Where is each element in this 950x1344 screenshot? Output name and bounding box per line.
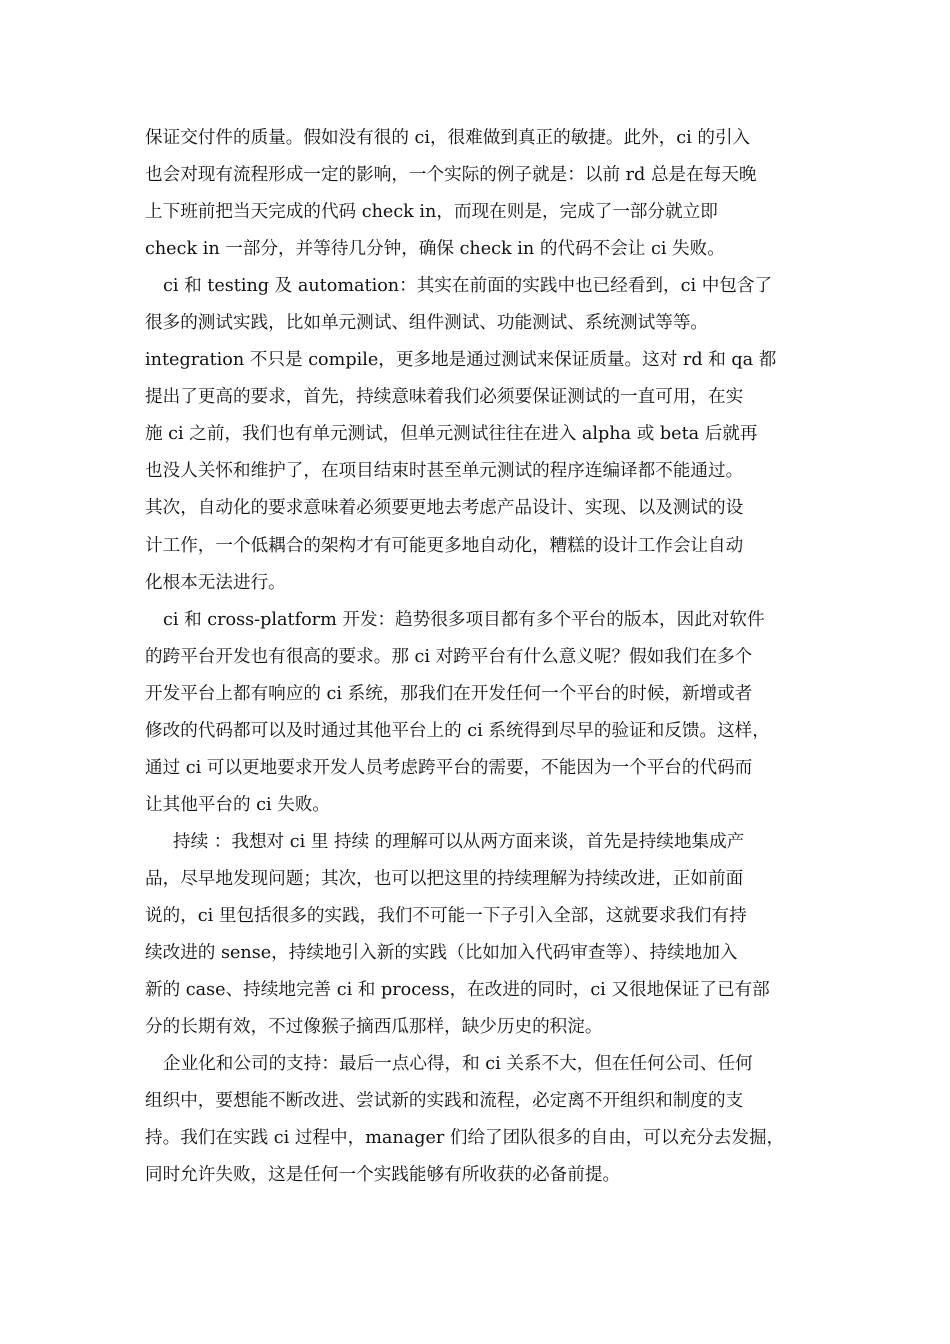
text-line: 也会对现有流程形成一定的影响，一个实际的例子就是：以前 rd 总是在每天晚 bbox=[145, 165, 757, 186]
text-line: 施 ci 之前，我们也有单元测试，但单元测试往往在进入 alpha 或 beta 后就再 bbox=[145, 424, 758, 445]
text-line: 保证交付件的质量。假如没有很的 ci，很难做到真正的敏捷。此外，ci 的引入 bbox=[145, 128, 751, 148]
paragraph-start-line: ci 和 cross-platform 开发：趋势很多项目都有多个平台的版本，因此对软件 bbox=[163, 609, 765, 630]
text-line: 很多的测试实践，比如单元测试、组件测试、功能测试、系统测试等等。 bbox=[145, 313, 709, 334]
text-line: 新的 case、持续地完善 ci 和 process，在改进的同时，ci 又很地保证了已有部 bbox=[145, 980, 770, 1001]
text-line: 其次，自动化的要求意味着必须要更地去考虑产品设计、实现、以及测试的设 bbox=[145, 498, 744, 519]
text-line: 让其他平台的 ci 失败。 bbox=[145, 794, 331, 815]
paragraph-start-line: ci 和 testing 及 automation：其实在前面的实践中也已经看到，ci 中包含了 bbox=[163, 276, 773, 297]
text-line: check in 一部分，并等待几分钟，确保 check in 的代码不会让 ci 失败。 bbox=[145, 239, 725, 260]
text-line: 上下班前把当天完成的代码 check in，而现在则是，完成了一部分就立即 bbox=[145, 202, 718, 223]
text-line: 化根本无法进行。 bbox=[145, 572, 286, 593]
text-line: 分的长期有效，不过像猴子摘西瓜那样，缺少历史的积淀。 bbox=[145, 1017, 603, 1038]
text-line: 修改的代码都可以及时通过其他平台上的 ci 系统得到尽早的验证和反馈。这样， bbox=[145, 720, 770, 741]
text-line: 说的，ci 里包括很多的实践，我们不可能一下子引入全部，这就要求我们有持 bbox=[145, 905, 747, 926]
text-line: 组织中，要想能不断改进、尝试新的实践和流程，必定离不开组织和制度的支 bbox=[145, 1091, 744, 1112]
body-text bbox=[145, 120, 825, 1194]
text-line: 同时允许失败，这是任何一个实践能够有所收获的必备前提。 bbox=[145, 1165, 621, 1186]
text-line: 提出了更高的要求，首先，持续意味着我们必须要保证测试的一直可用，在实 bbox=[145, 387, 744, 408]
text-line: 计工作，一个低耦合的架构才有可能更多地自动化，糟糕的设计工作会让自动 bbox=[145, 535, 744, 556]
text-line: integration 不只是 compile，更多地是通过测试来保证质量。这对 rd 和 qa 都 bbox=[145, 350, 777, 371]
text-line: 通过 ci 可以更地要求开发人员考虑跨平台的需要，不能因为一个平台的代码而 bbox=[145, 757, 753, 778]
text-line: 品，尽早地发现问题；其次，也可以把这里的持续理解为持续改进，正如前面 bbox=[145, 868, 744, 889]
paragraph-start-line: 持续 ：我想对 ci 里 持续 的理解可以从两方面来谈，首先是持续地集成产 bbox=[173, 831, 745, 852]
text-line: 续改进的 sense，持续地引入新的实践（比如加入代码审查等）、持续地加入 bbox=[145, 943, 738, 964]
paragraph-start-line: 企业化和公司的支持：最后一点心得，和 ci 关系不大，但在任何公司、任何 bbox=[163, 1054, 753, 1075]
text-line: 开发平台上都有响应的 ci 系统，那我们在开发任何一个平台的时候，新增或者 bbox=[145, 683, 753, 704]
text-line: 的跨平台开发也有很高的要求。那 ci 对跨平台有什么意义呢？假如我们在多个 bbox=[145, 646, 753, 667]
text-line: 持。我们在实践 ci 过程中，manager 们给了团队很多的自由，可以充分去发掘， bbox=[145, 1128, 785, 1149]
text-line: 也没人关怀和维护了，在项目结束时甚至单元测试的程序连编译都不能通过。 bbox=[145, 461, 744, 482]
